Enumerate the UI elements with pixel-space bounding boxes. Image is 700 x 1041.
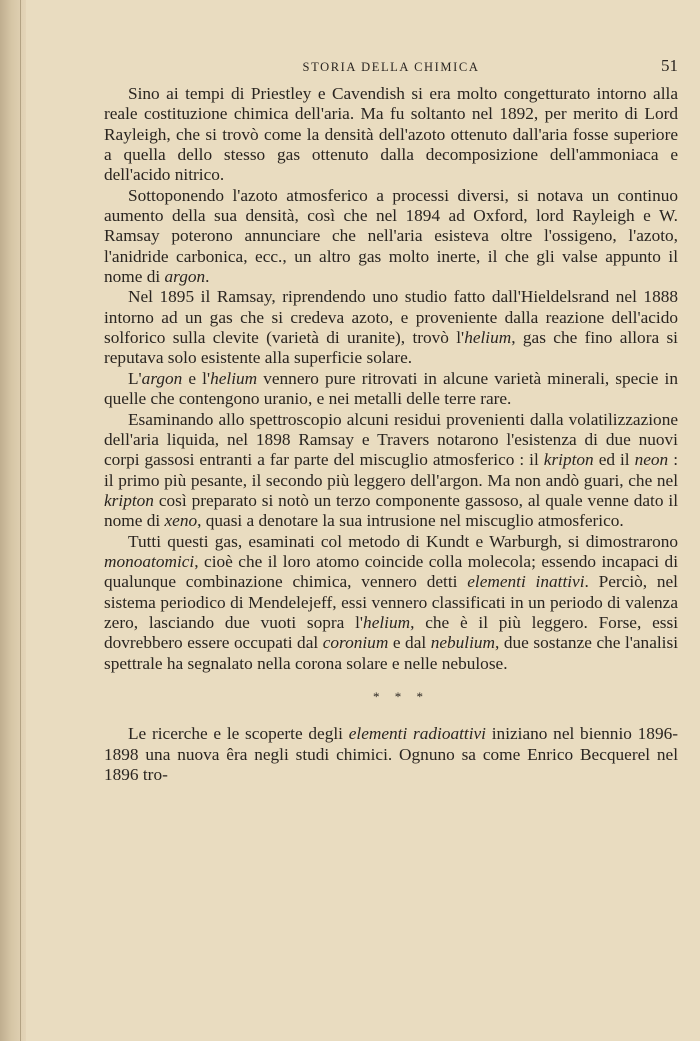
italic-term: helium (464, 328, 512, 348)
text-run: , cioè che il loro atomo coincide colla molecola; essendo incapaci di qualunque combinazione chimica, vennero detti (104, 551, 678, 592)
text-run: L' (128, 368, 142, 388)
text-run: e dal (388, 633, 431, 653)
paragraph-5 (104, 410, 678, 532)
text-run: Sottoponendo l'azoto atmosferico a processi diversi, si notava un continuo aumento della sua densità, così che nel 1894 ad Oxford, lord Rayleigh e W. Ramsay poterono annunciare che nell'aria esisteva oltre l'ossigeno, l'azoto, l'anidride carbonica, ecc., un altro gas molto inerte, il che gli valse appunto il nome di (104, 185, 678, 287)
text-run: Nel 1895 il Ramsay, riprendendo uno studio fatto dall'Hieldelsrand nel 1888 intorno ad un gas che si credeva azoto, e proveniente dalla reazione dell'acido solforico sulla clevite (varietà di uranite), trovò l' (104, 287, 678, 348)
text-run: iniziano nel biennio 1896-1898 una nuova êra negli studi chimici. Ognuno sa come Enrico Becquerel nel 1896 tro- (104, 724, 678, 784)
text-run: , che è il più leggero. Forse, essi dovrebbero essere occupati dal (104, 612, 678, 653)
page-header (104, 56, 678, 84)
italic-term: xeno (164, 511, 198, 531)
book-gutter (0, 0, 26, 1041)
italic-term: coronium (322, 633, 389, 653)
italic-term: argon (141, 368, 183, 388)
italic-term: elementi inattivi (467, 572, 585, 592)
text-run: . Perciò, nel sistema periodico di Mendelejeff, essi vennero classificati in un periodo di valenza zero, lasciando due vuoti sopra l' (104, 572, 678, 632)
italic-term: helium (363, 612, 411, 632)
italic-term: monoatomici (104, 551, 195, 571)
text-run: e l' (182, 368, 211, 388)
page-number: 51 (661, 56, 678, 75)
paragraph-2 (104, 186, 678, 288)
italic-term: kripton (543, 450, 594, 470)
paragraph-6 (104, 532, 678, 674)
running-head: STORIA DELLA CHIMICA (302, 60, 480, 74)
text-run: : il primo più pesante, il secondo più leggero dell'argon. Ma non andò guari, che nel (104, 450, 678, 490)
italic-term: elementi radioattivi (348, 724, 486, 744)
italic-term: neon (634, 450, 669, 470)
book-page (104, 56, 678, 785)
text-run: Le ricerche e le scoperte degli (128, 724, 349, 744)
text-run: . (205, 267, 210, 287)
paragraph-1 (104, 84, 678, 186)
text-run: ed il (593, 450, 635, 470)
closing-paragraph (104, 724, 678, 785)
text-run: così preparato si notò un terzo componente gassoso, al quale venne dato il nome di (104, 490, 678, 531)
paragraph-3 (104, 287, 678, 368)
section-separator: * * * (373, 688, 429, 704)
paragraph-4 (104, 369, 678, 410)
text-run: Tutti questi gas, esaminati col metodo di Kundt e Warburgh, si dimostrarono (128, 531, 678, 551)
italic-term: kripton (104, 490, 154, 510)
text-run: , quasi a denotare la sua intrusione nel miscuglio atmosferico. (197, 511, 624, 531)
body-text (104, 84, 678, 785)
text-run: vennero pure ritrovati in alcune varietà minerali, specie in quelle che contengono uranio, e nei metalli delle terre rare. (104, 368, 678, 409)
gutter-fold-line (20, 0, 21, 1041)
italic-term: argon (164, 267, 206, 287)
text-run: Esaminando allo spettroscopio alcuni residui provenienti dalla volatilizzazione dell'aria liquida, nel 1898 Ramsay e Travers notarono l'esistenza di due nuovi corpi gassosi entranti a far parte del miscuglio atmosferico : il (104, 409, 678, 470)
italic-term: nebulium (430, 633, 496, 653)
text-run: Sino ai tempi di Priestley e Cavendish si era molto congetturato intorno alla reale costituzione chimica dell'aria. Ma fu soltanto nel 1892, per merito di Lord Rayleigh, che si trovò come la densità dell'azoto ottenuto dall'aria fosse superiore a quella dello stesso gas ottenuto dalla decomposizione dell'ammoniaca e dell'acido nitrico. (104, 84, 678, 185)
text-run: , due sostanze che l'analisi spettrale ha segnalato nella corona solare e nelle nebulose. (104, 633, 678, 673)
italic-term: helium (210, 368, 258, 388)
text-run: , gas che fino allora si reputava solo esistente alla superficie solare. (104, 328, 678, 368)
